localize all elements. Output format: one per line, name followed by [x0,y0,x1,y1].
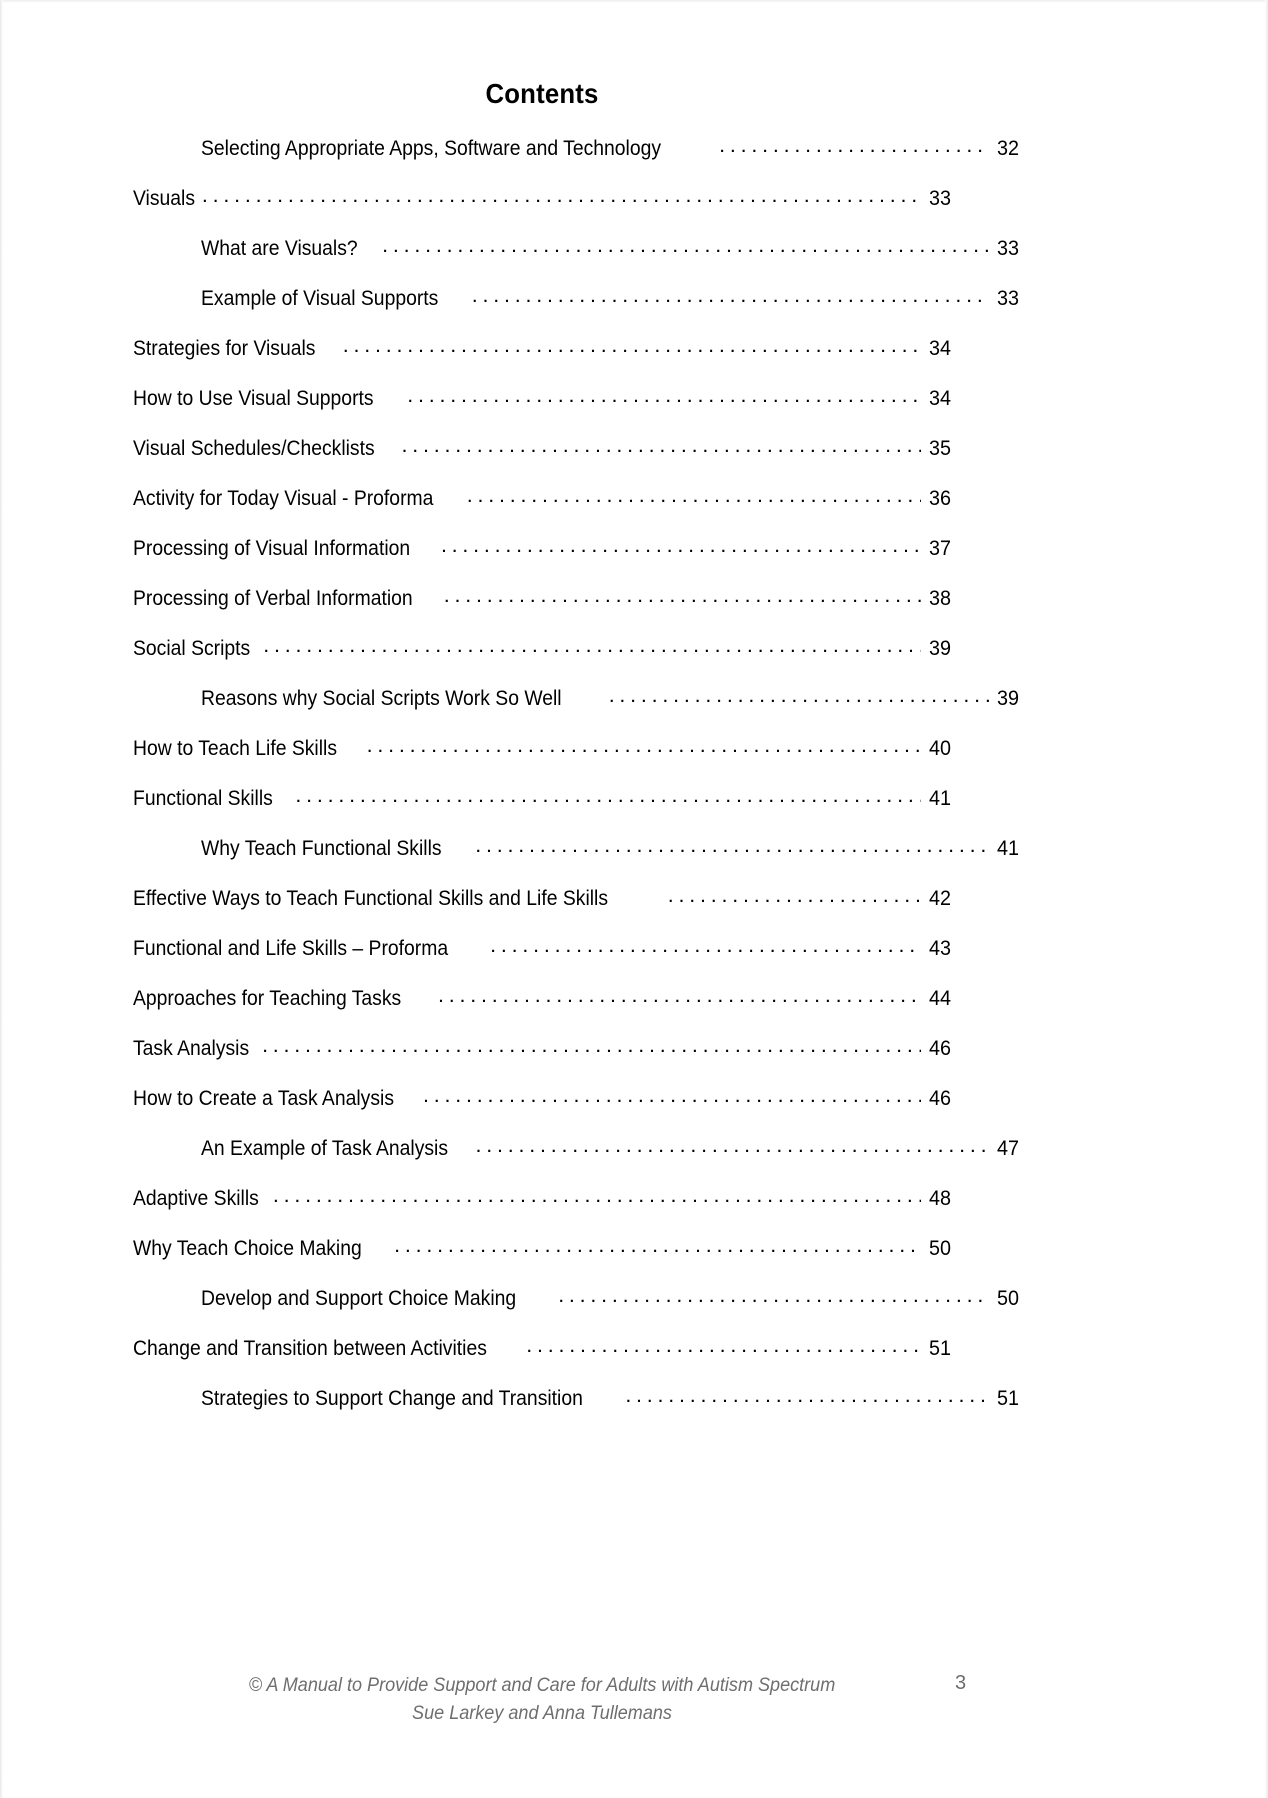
footer-line-1: © A Manual to Provide Support and Care for Adults with Autism Spectrum [248,1675,836,1696]
toc-entry-label: Functional Skills [133,786,273,810]
toc-entry[interactable] [133,888,951,938]
toc-entry[interactable] [133,988,951,1038]
toc-entry-label: Adaptive Skills [133,1186,259,1210]
toc-entry-page-number: 39 [996,686,1019,710]
toc-entry-page-number: 42 [928,886,951,910]
toc-entry-page-number: 46 [928,1086,951,1110]
toc-dot-leader [609,685,989,707]
toc-entry-page-number: 37 [928,536,951,560]
toc-entry-page-number: 33 [996,236,1019,260]
toc-entry[interactable] [133,1388,1019,1438]
toc-entry-label: Approaches for Teaching Tasks [133,986,402,1010]
page-footer [0,1648,1268,1798]
toc-dot-leader [668,885,921,907]
toc-dot-leader [441,535,921,557]
toc-entry[interactable] [133,1138,1019,1188]
toc-entry-label: Functional and Life Skills – Proforma [133,936,449,960]
toc-entry-label: Selecting Appropriate Apps, Software and Technology [201,136,662,160]
toc-dot-leader [262,1035,921,1057]
toc-entry-label: Strategies for Visuals [133,336,316,360]
toc-entry-label: How to Use Visual Supports [133,386,374,410]
toc-entry[interactable] [133,838,1019,888]
toc-entry-page-number: 40 [928,736,951,760]
toc-dot-leader [343,335,921,357]
toc-dot-leader [490,935,921,957]
toc-entry-label: Reasons why Social Scripts Work So Well [201,686,562,710]
toc-entry[interactable] [133,288,1019,338]
toc-dot-leader [444,585,921,607]
toc-entry-label: What are Visuals? [201,236,358,260]
toc-entry-page-number: 51 [996,1386,1019,1410]
toc-dot-leader [423,1085,921,1107]
toc-entry[interactable] [133,1088,951,1138]
toc-entry-label: Change and Transition between Activities [133,1336,487,1360]
footer-page-number: 3 [955,1672,967,1694]
table-of-contents [133,136,1019,1438]
toc-entry-label: Processing of Verbal Information [133,586,413,610]
toc-dot-leader [394,1235,921,1257]
toc-dot-leader [402,435,922,457]
toc-dot-leader [475,835,989,857]
toc-entry[interactable] [133,1288,1019,1338]
toc-entry-page-number: 32 [996,136,1019,160]
toc-entry[interactable] [133,1238,951,1288]
toc-entry[interactable] [133,638,951,688]
toc-entry-label: Develop and Support Choice Making [201,1286,517,1310]
toc-entry[interactable] [133,1338,951,1388]
toc-entry-page-number: 38 [928,586,951,610]
page-title: Contents [485,78,599,109]
toc-entry-label: How to Create a Task Analysis [133,1086,394,1110]
toc-entry-page-number: 43 [928,936,951,960]
toc-entry-page-number: 51 [928,1336,951,1360]
toc-entry-page-number: 35 [928,436,951,460]
toc-entry-page-number: 47 [996,1136,1019,1160]
toc-dot-leader [526,1335,921,1357]
toc-dot-leader [273,1185,921,1207]
toc-entry[interactable] [133,1188,951,1238]
toc-entry-page-number: 39 [928,636,951,660]
toc-entry-label: Social Scripts [133,636,251,660]
toc-entry[interactable] [133,138,1019,188]
toc-entry-label: Why Teach Functional Skills [201,836,442,860]
footer-line-2: Sue Larkey and Anna Tullemans [412,1702,672,1724]
toc-entry-label: An Example of Task Analysis [201,1136,449,1160]
toc-dot-leader [367,735,921,757]
toc-dot-leader [263,635,921,657]
toc-entry-page-number: 50 [928,1236,951,1260]
toc-dot-leader [558,1285,989,1307]
toc-entry-page-number: 41 [996,836,1019,860]
toc-entry-label: Why Teach Choice Making [133,1236,362,1260]
toc-dot-leader [295,785,921,807]
toc-entry[interactable] [133,588,951,638]
toc-entry[interactable] [133,338,951,388]
toc-dot-leader [202,185,921,207]
toc-entry-label: Example of Visual Supports [201,286,439,310]
toc-entry-label: Strategies to Support Change and Transition [201,1386,583,1410]
toc-entry[interactable] [133,388,951,438]
toc-entry-page-number: 34 [928,386,951,410]
toc-dot-leader [719,135,989,157]
toc-entry-label: Processing of Visual Information [133,536,411,560]
toc-entry[interactable] [133,938,951,988]
toc-entry-page-number: 36 [928,486,951,510]
toc-dot-leader [382,235,989,257]
toc-entry[interactable] [133,488,951,538]
toc-entry-page-number: 50 [996,1286,1019,1310]
toc-entry[interactable] [133,688,1019,738]
toc-entry[interactable] [133,188,951,238]
page-content [133,0,1019,1438]
toc-entry-label: Visuals [133,186,196,210]
toc-entry-page-number: 46 [928,1036,951,1060]
toc-entry-page-number: 34 [928,336,951,360]
toc-entry[interactable] [133,438,951,488]
toc-entry-label: Effective Ways to Teach Functional Skills and Life Skills [133,886,609,910]
page-edge-left [0,0,3,1798]
toc-entry-page-number: 33 [928,186,951,210]
toc-entry[interactable] [133,1038,951,1088]
toc-entry[interactable] [133,738,951,788]
toc-dot-leader [625,1385,989,1407]
toc-dot-leader [438,985,921,1007]
toc-entry[interactable] [133,788,951,838]
toc-dot-leader [475,1135,989,1157]
toc-entry-page-number: 41 [928,786,951,810]
toc-entry-label: Task Analysis [133,1036,250,1060]
toc-entry-label: How to Teach Life Skills [133,736,337,760]
toc-entry-label: Activity for Today Visual - Proforma [133,486,434,510]
toc-dot-leader [407,385,921,407]
toc-entry-page-number: 44 [928,986,951,1010]
toc-entry-label: Visual Schedules/Checklists [133,436,375,460]
toc-entry-page-number: 33 [996,286,1019,310]
toc-entry-page-number: 48 [928,1186,951,1210]
toc-entry[interactable] [133,538,951,588]
toc-entry[interactable] [133,238,1019,288]
toc-dot-leader [467,485,921,507]
toc-dot-leader [472,285,989,307]
footer-text [133,1672,951,1727]
